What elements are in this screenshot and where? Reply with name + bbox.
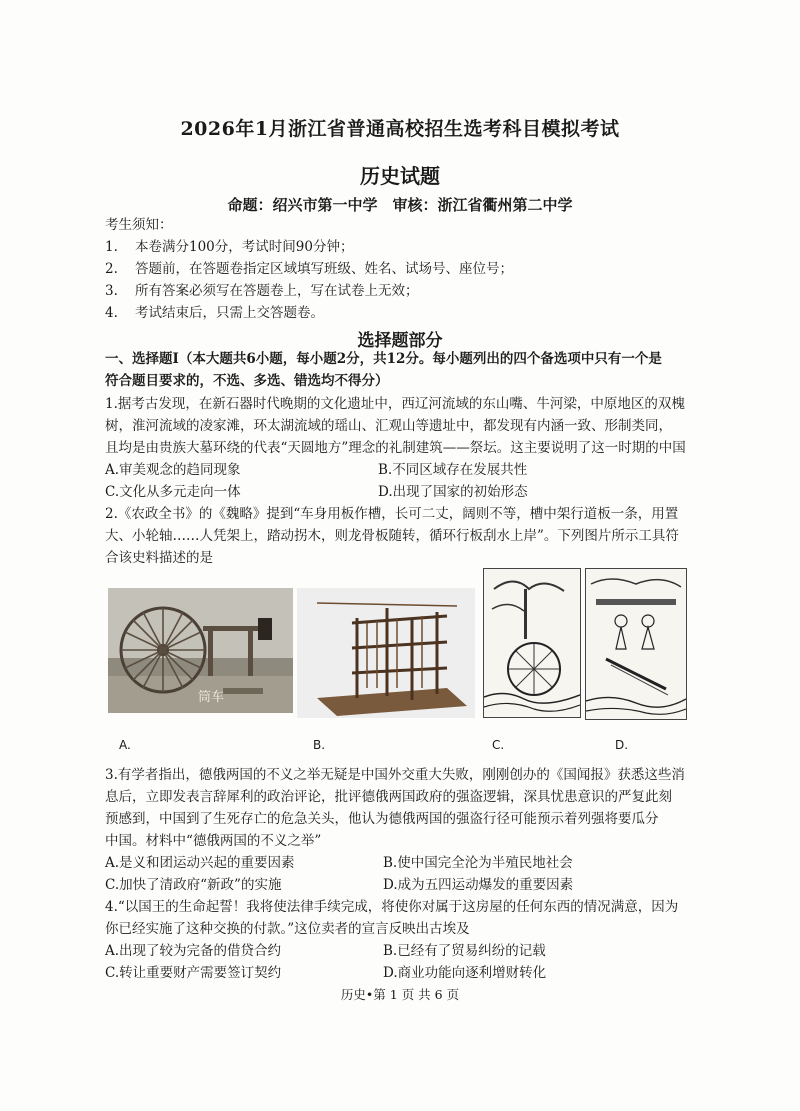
part1-instructions: 符合题目要求的，不选、多选、错选均不得分） — [105, 373, 389, 389]
question-text: 预感到，中国到了生死存亡的危急关头，他认为德俄两国的强盗行径可能预示着列强将要瓜分 — [105, 811, 659, 827]
part1-instructions: 一、选择题Ⅰ（本大题共6小题，每小题2分，共12分。每小题列出的四个备选项中只有一个是 — [105, 351, 662, 367]
question-text: 树，淮河流域的凌家滩，环太湖流域的瑶山、汇观山等遗址中，都发现有内涵一致、形制类同， — [105, 418, 672, 434]
option-c: C.加快了清政府“新政”的实施 — [105, 877, 282, 893]
question-text: 大、小轮轴……人凭架上，踏动拐木，则龙骨板随转，循环行板刮水上岸”。下列图片所示工具符 — [105, 528, 679, 544]
question-text: 且均是由贵族大墓环绕的代表“天圆地方”理念的礼制建筑——祭坛。这主要说明了这一时期的中国 — [105, 440, 686, 456]
figure-label-b: B. — [313, 738, 326, 752]
figure-label-c: C. — [492, 738, 505, 752]
question-text: 3.有学者指出，德俄两国的不义之举无疑是中国外交重大失败，刚刚创办的《国闻报》获悉这些消 — [105, 767, 685, 783]
woodcut-figures — [586, 569, 686, 719]
option-d: D.成为五四运动爆发的重要因素 — [383, 877, 574, 893]
option-d: D.商业功能向逐利增财转化 — [383, 965, 547, 981]
figure-c-image — [483, 568, 581, 718]
option-b: B.使中国完全沦为半殖民地社会 — [383, 855, 573, 871]
option-b: B.不同区域存在发展共性 — [378, 462, 528, 478]
option-a: A.出现了较为完备的借贷合约 — [105, 943, 282, 959]
option-d: D.出现了国家的初始形态 — [378, 484, 528, 500]
figure-a-caption: 筒车 — [198, 690, 225, 705]
notice-item: 1. 本卷满分100分，考试时间90分钟； — [105, 239, 354, 255]
figure-d-image — [585, 568, 687, 720]
question-text: 2.《农政全书》的《魏略》提到“车身用板作槽，长可二丈，阔则不等，槽中架行道板一条，用置 — [105, 506, 679, 522]
figure-label-d: D. — [615, 738, 629, 752]
section-title: 选择题部分 — [357, 331, 443, 351]
question-text: 息后，立即发表言辞犀利的政治评论，批评德俄两国政府的强盗逻辑，深具忧患意识的严复此刻 — [105, 789, 672, 805]
option-b: B.已经有了贸易纠纷的记载 — [383, 943, 546, 959]
option-c: C.转让重要财产需要签订契约 — [105, 965, 282, 981]
option-a: A.是义和团运动兴起的重要因素 — [105, 855, 295, 871]
figure-b-image — [297, 588, 475, 718]
question-text: 合该史料描述的是 — [105, 550, 213, 566]
wooden-frame-model — [297, 588, 475, 718]
notice-heading: 考生须知： — [105, 217, 173, 233]
question-text: 你已经实施了这种交换的付款。”这位卖者的宣言反映出古埃及 — [105, 921, 470, 937]
figure-label-a: A. — [119, 738, 131, 752]
subject-title: 历史试题 — [360, 164, 440, 188]
figure-a-image — [108, 588, 293, 713]
option-c: C.文化从多元走向一体 — [105, 484, 241, 500]
authors-line: 命题：绍兴市第一中学 审核：浙江省衢州第二中学 — [227, 196, 573, 214]
notice-item: 4. 考试结束后，只需上交答题卷。 — [105, 305, 324, 321]
notice-item: 2. 答题前，在答题卷指定区域填写班级、姓名、试场号、座位号； — [105, 261, 513, 277]
woodcut-waterwheel — [484, 569, 580, 717]
question-text: 1.据考古发现，在新石器时代晚期的文化遗址中，西辽河流域的东山嘴、牛河梁，中原地区的双槐 — [105, 396, 685, 412]
notice-item: 3. 所有答案必须写在答题卷上，写在试卷上无效； — [105, 283, 419, 299]
exam-title: 2026年1月浙江省普通高校招生选考科目模拟考试 — [180, 118, 620, 140]
question-text: 4.“以国王的生命起誓！我将使法律手续完成，将使你对属于这房屋的任何东西的情况满意，因为 — [105, 899, 679, 915]
question-text: 中国。材料中“德俄两国的不义之举” — [105, 833, 322, 849]
page-footer: 历史•第 1 页 共 6 页 — [340, 987, 460, 1002]
option-a: A.审美观念的趋同现象 — [105, 462, 241, 478]
